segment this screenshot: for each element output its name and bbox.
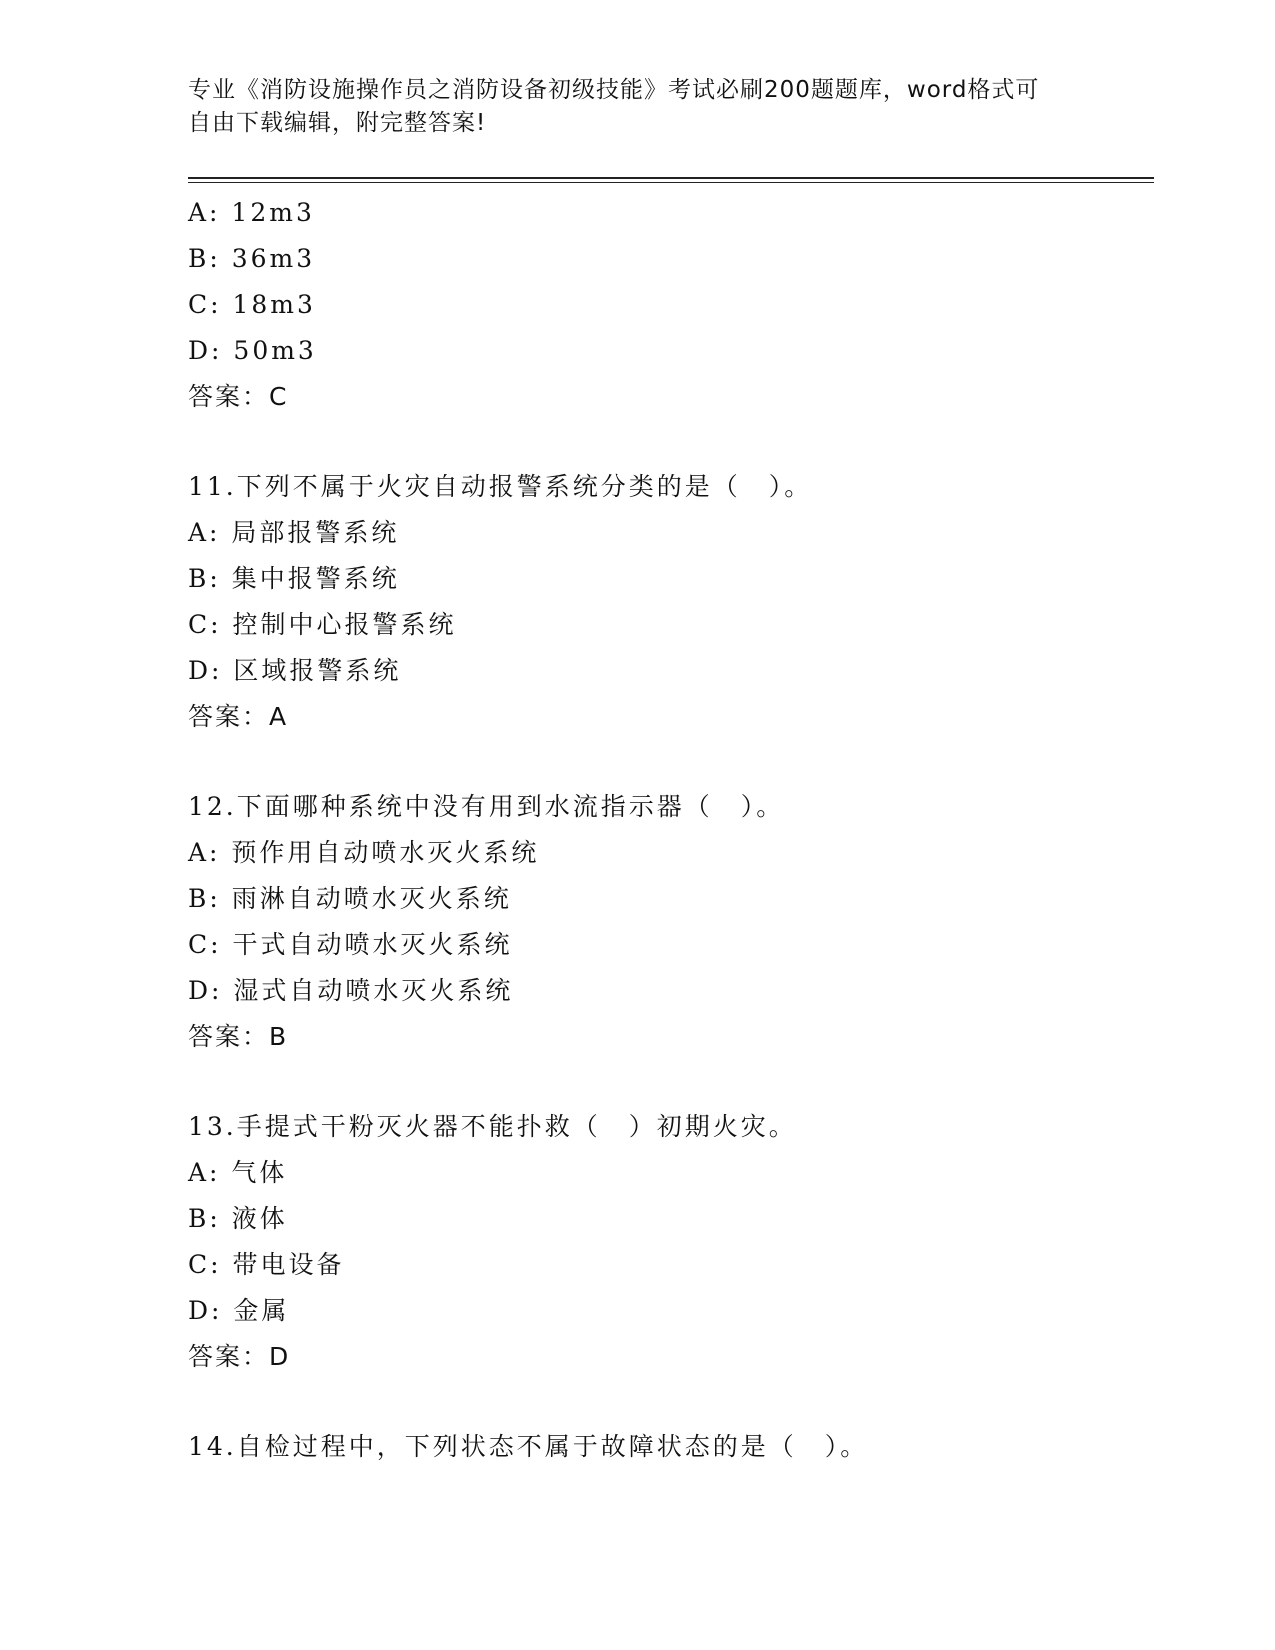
spacer	[188, 1380, 1154, 1424]
option-b: B: 雨淋自动喷水灭火系统	[188, 884, 512, 913]
option-d: D: 湿式自动喷水灭火系统	[188, 976, 514, 1005]
question-list	[188, 190, 1154, 1470]
question-block	[188, 1104, 1154, 1380]
header-divider	[188, 177, 1154, 183]
option-d: D: 区域报警系统	[188, 656, 402, 685]
question-block	[188, 464, 1154, 740]
option-c: C: 控制中心报警系统	[188, 610, 457, 639]
option-c: C: 18m3	[188, 290, 316, 319]
option-a: A: 局部报警系统	[188, 518, 400, 547]
option-d: D: 50m3	[188, 336, 317, 365]
spacer	[188, 1060, 1154, 1104]
option-a: A: 预作用自动喷水灭火系统	[188, 838, 540, 867]
answer-line: 答案：D	[188, 1342, 291, 1371]
option-d: D: 金属	[188, 1296, 290, 1325]
question-stem: 13.手提式干粉灭火器不能扑救（ ）初期火灾。	[188, 1112, 797, 1141]
document-header	[188, 74, 1068, 140]
option-c: C: 带电设备	[188, 1250, 345, 1279]
option-c: C: 干式自动喷水灭火系统	[188, 930, 513, 959]
answer-line: 答案：B	[188, 1022, 289, 1051]
answer-line: 答案：A	[188, 702, 289, 731]
option-a: A: 气体	[188, 1158, 288, 1187]
question-stem: 11.下列不属于火灾自动报警系统分类的是（ ）。	[188, 472, 813, 501]
option-b: B: 36m3	[188, 244, 316, 273]
answer-line: 答案：C	[188, 382, 289, 411]
question-stem: 12.下面哪种系统中没有用到水流指示器（ ）。	[188, 792, 785, 821]
header-line-1: 专业《消防设施操作员之消防设备初级技能》考试必刷200题题库，word格式可	[188, 77, 1040, 103]
question-stem: 14.自检过程中，下列状态不属于故障状态的是（ ）。	[188, 1432, 869, 1461]
option-b: B: 液体	[188, 1204, 288, 1233]
spacer	[188, 420, 1154, 464]
question-block	[188, 1424, 1154, 1470]
option-a: A: 12m3	[188, 198, 315, 227]
header-line-2: 自由下载编辑，附完整答案!	[188, 110, 487, 136]
spacer	[188, 740, 1154, 784]
question-block	[188, 190, 1154, 420]
option-b: B: 集中报警系统	[188, 564, 400, 593]
question-block	[188, 784, 1154, 1060]
